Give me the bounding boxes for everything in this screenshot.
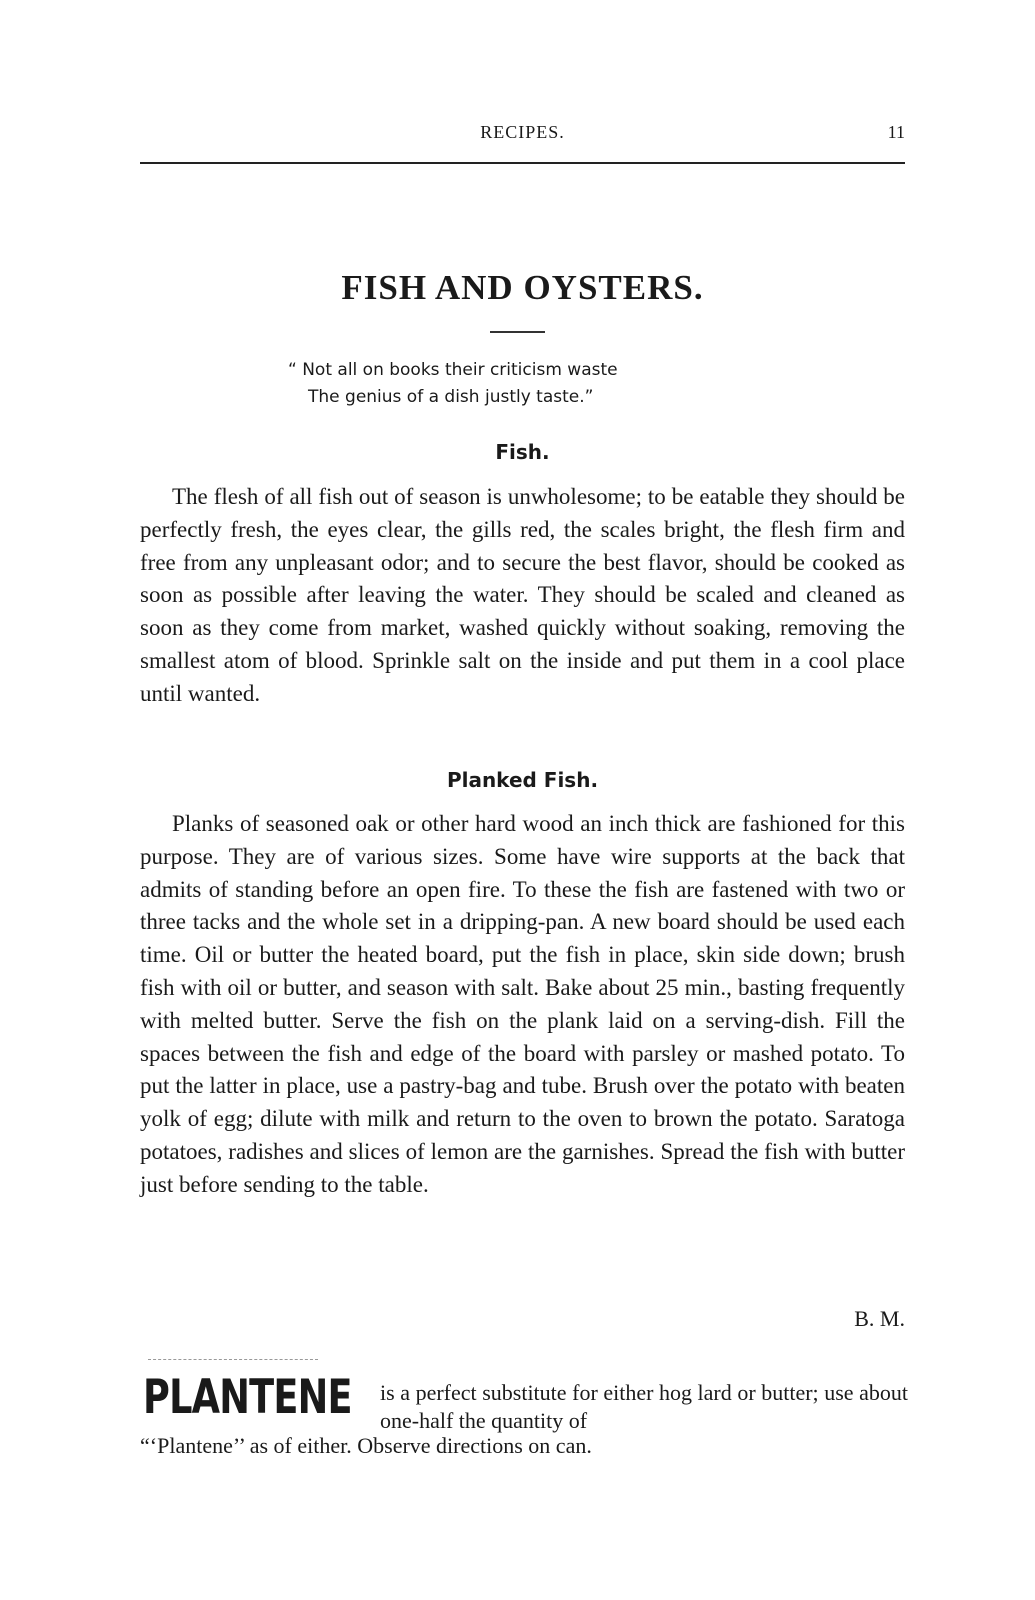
- chapter-title: FISH AND OYSTERS.: [341, 268, 704, 307]
- ad-text-continued: “‘Plantene’’ as of either. Observe directions on can.: [140, 1433, 592, 1458]
- title-rule: [490, 331, 545, 333]
- epigraph-line: “ Not all on books their criticism waste: [288, 360, 618, 380]
- running-head: [140, 122, 905, 152]
- epigraph: [260, 357, 780, 411]
- ad-divider: [148, 1359, 318, 1360]
- paragraph-planked-fish: Planks of seasoned oak or other hard wood an inch thick are fashioned for this purpose. They are of various sizes. Some have wire supports at the back that admits of standing before an open fire. To these the fish are fastened with two or three tacks and the whole set in a dripping-pan. A new board should be used each time. Oil or butter the heated board, put the fish in place, skin side down; brush fish with oil or butter, and season with salt. Bake about 25 min., basting frequently with melted butter. Serve the fish on the plank laid on a serving-dish. Fill the spaces between the fish and edge of the board with parsley or mashed potato. To put the latter in place, use a pastry-bag and tube. Brush over the potato with beaten yolk of egg; dilute with milk and return to the oven to brown the potato. Saratoga potatoes, radishes and slices of lemon are the garnishes. Spread the fish with butter just before sending to the table.: [140, 811, 905, 1197]
- section-heading-planked-fish: Planked Fish.: [446, 768, 599, 792]
- running-title: RECIPES.: [480, 122, 565, 142]
- ad-text: is a perfect substitute for either hog lard or butter; use about one-half the quantity of: [380, 1380, 908, 1433]
- section-heading-fish: Fish.: [495, 440, 550, 464]
- header-rule: [140, 162, 905, 164]
- paragraph-fish: The flesh of all fish out of season is unwholesome; to be eatable they should be perfectly fresh, the eyes clear, the gills red, the scales bright, the flesh firm and free from any unpleasant odor; and to secure the best flavor, should be cooked as soon as possible after leaving the water. They should be scaled and cleaned as soon as they come from market, washed quickly without soaking, removing the smallest atom of blood. Sprinkle salt on the inside and put them in a cool place until wanted.: [140, 484, 905, 706]
- author-signature: B. M.: [854, 1306, 905, 1331]
- epigraph-line: The genius of a dish justly taste.”: [308, 387, 594, 407]
- ad-brand-name: PLANTENE: [143, 1370, 352, 1425]
- page-number: 11: [887, 122, 905, 142]
